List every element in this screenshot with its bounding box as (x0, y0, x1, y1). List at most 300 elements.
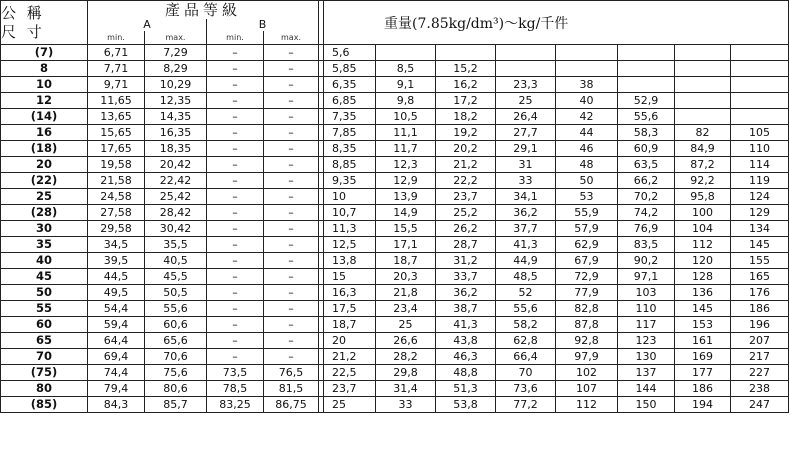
grade-a-max-cell: 40,5 (145, 253, 207, 269)
weight-cell: 21,2 (436, 157, 496, 173)
table-row (1, 157, 789, 173)
weight-cell: 12,3 (376, 157, 436, 173)
weight-cell: 46 (556, 141, 618, 157)
grade-b-min-cell: – (207, 173, 264, 189)
weight-cell (618, 77, 675, 93)
weight-cell: 145 (731, 237, 789, 253)
weight-cell (731, 77, 789, 93)
weight-cell: 31,2 (436, 253, 496, 269)
weight-cell: 95,8 (675, 189, 731, 205)
nominal-size-cell: 35 (1, 237, 88, 253)
nominal-size-cell: (22) (1, 173, 88, 189)
weight-cell: 21,8 (376, 285, 436, 301)
weight-cell: 8,5 (376, 61, 436, 77)
weight-cell (556, 61, 618, 77)
weight-cell: 36,2 (436, 285, 496, 301)
weight-cell: 63,5 (618, 157, 675, 173)
weight-cell: 110 (618, 301, 675, 317)
weight-cell: 7,85 (324, 125, 376, 141)
grade-b-max-cell: – (264, 333, 319, 349)
grade-a-max-cell: 8,29 (145, 61, 207, 77)
table-row (1, 237, 789, 253)
grade-b-min-cell: – (207, 157, 264, 173)
grade-b-max-cell: – (264, 141, 319, 157)
grade-b-min-cell: – (207, 189, 264, 205)
grade-b-min-cell: – (207, 77, 264, 93)
nominal-size-cell: (28) (1, 205, 88, 221)
weight-cell: 11,3 (324, 221, 376, 237)
weight-cell: 18,7 (376, 253, 436, 269)
nominal-size-cell: 80 (1, 381, 88, 397)
weight-cell: 120 (675, 253, 731, 269)
weight-cell: 20,3 (376, 269, 436, 285)
weight-cell: 44,9 (496, 253, 556, 269)
weight-cell: 29,8 (376, 365, 436, 381)
weight-cell: 15 (324, 269, 376, 285)
weight-cell: 87,2 (675, 157, 731, 173)
grade-a-min-cell: 69,4 (88, 349, 145, 365)
grade-a-min-cell: 27,58 (88, 205, 145, 221)
weight-cell: 26,6 (376, 333, 436, 349)
weight-cell: 34,1 (496, 189, 556, 205)
weight-cell: 176 (731, 285, 789, 301)
grade-a-min-cell: 17,65 (88, 141, 145, 157)
weight-cell: 87,8 (556, 317, 618, 333)
weight-cell: 97,9 (556, 349, 618, 365)
weight-header: 重量(7.85kg/dm³)～kg/千件 (324, 1, 789, 45)
grade-a-max-cell: 85,7 (145, 397, 207, 413)
weight-cell: 128 (675, 269, 731, 285)
grade-b-min-cell: – (207, 301, 264, 317)
weight-cell (618, 61, 675, 77)
grade-b-min-cell: – (207, 317, 264, 333)
weight-cell: 18,7 (324, 317, 376, 333)
weight-cell: 18,2 (436, 109, 496, 125)
grade-a-min-cell: 34,5 (88, 237, 145, 253)
weight-cell: 23,7 (436, 189, 496, 205)
weight-cell (376, 45, 436, 61)
weight-cell: 29,1 (496, 141, 556, 157)
table-row (1, 301, 789, 317)
weight-cell: 137 (618, 365, 675, 381)
weight-cell (731, 61, 789, 77)
weight-cell: 60,9 (618, 141, 675, 157)
grade-a-max-cell: 75,6 (145, 365, 207, 381)
weight-cell: 19,2 (436, 125, 496, 141)
weight-cell: 8,35 (324, 141, 376, 157)
weight-cell: 46,3 (436, 349, 496, 365)
weight-cell: 136 (675, 285, 731, 301)
weight-cell: 107 (556, 381, 618, 397)
weight-cell (675, 77, 731, 93)
weight-cell: 62,8 (496, 333, 556, 349)
grade-a-max-label: max. (145, 31, 207, 45)
weight-cell: 38 (556, 77, 618, 93)
weight-cell: 92,2 (675, 173, 731, 189)
weight-cell: 130 (618, 349, 675, 365)
grade-a-max-cell: 60,6 (145, 317, 207, 333)
grade-b-max-cell: – (264, 285, 319, 301)
weight-cell: 67,9 (556, 253, 618, 269)
nominal-size-label-1: 公 稱 (1, 3, 45, 22)
weight-cell: 44 (556, 125, 618, 141)
table-row (1, 221, 789, 237)
weight-cell: 194 (675, 397, 731, 413)
grade-a-max-cell: 22,42 (145, 173, 207, 189)
table-row (1, 141, 789, 157)
weight-cell: 15,2 (436, 61, 496, 77)
weight-cell: 70 (496, 365, 556, 381)
weight-cell: 33 (496, 173, 556, 189)
weight-cell: 12,5 (324, 237, 376, 253)
weight-cell: 82 (675, 125, 731, 141)
weight-cell: 134 (731, 221, 789, 237)
weight-cell: 9,8 (376, 93, 436, 109)
grade-a-min-cell: 13,65 (88, 109, 145, 125)
weight-cell: 114 (731, 157, 789, 173)
grade-a-min-cell: 19,58 (88, 157, 145, 173)
grade-a-max-cell: 45,5 (145, 269, 207, 285)
weight-cell (675, 93, 731, 109)
weight-cell: 57,9 (556, 221, 618, 237)
nominal-size-label-2: 尺 寸 (1, 22, 45, 41)
weight-cell: 105 (731, 125, 789, 141)
weight-cell: 100 (675, 205, 731, 221)
nominal-size-cell: 70 (1, 349, 88, 365)
weight-cell: 7,35 (324, 109, 376, 125)
nominal-size-cell: 10 (1, 77, 88, 93)
weight-cell: 14,9 (376, 205, 436, 221)
weight-cell: 42 (556, 109, 618, 125)
weight-cell: 92,8 (556, 333, 618, 349)
weight-cell: 23,7 (324, 381, 376, 397)
grade-b-min-cell: – (207, 125, 264, 141)
table-row (1, 189, 789, 205)
nominal-size-cell: (75) (1, 365, 88, 381)
grade-b-min-cell: – (207, 285, 264, 301)
weight-cell: 9,35 (324, 173, 376, 189)
weight-cell: 129 (731, 205, 789, 221)
product-grade-header: 產品等級 (88, 1, 319, 20)
grade-b-max-cell: – (264, 109, 319, 125)
weight-cell: 74,2 (618, 205, 675, 221)
grade-b-min-cell: – (207, 269, 264, 285)
weight-cell: 76,9 (618, 221, 675, 237)
grade-b-max-cell: – (264, 61, 319, 77)
weight-cell: 55,6 (496, 301, 556, 317)
weight-cell: 25 (376, 317, 436, 333)
grade-b-max-cell: – (264, 205, 319, 221)
grade-b-max-cell: – (264, 125, 319, 141)
weight-cell: 22,2 (436, 173, 496, 189)
weight-cell: 41,3 (496, 237, 556, 253)
weight-cell: 38,7 (436, 301, 496, 317)
grade-b-min-cell: – (207, 349, 264, 365)
weight-cell (556, 45, 618, 61)
grade-b-max-cell: 81,5 (264, 381, 319, 397)
weight-cell: 145 (675, 301, 731, 317)
weight-cell: 207 (731, 333, 789, 349)
grade-b-min-label: min. (207, 31, 264, 45)
grade-b-min-cell: – (207, 61, 264, 77)
weight-cell: 72,9 (556, 269, 618, 285)
grade-b-min-cell: – (207, 253, 264, 269)
grade-b-max-cell: – (264, 301, 319, 317)
weight-cell: 103 (618, 285, 675, 301)
weight-cell: 5,6 (324, 45, 376, 61)
grade-a-min-cell: 49,5 (88, 285, 145, 301)
weight-cell: 48,8 (436, 365, 496, 381)
grade-b-min-cell: – (207, 141, 264, 157)
weight-cell: 13,9 (376, 189, 436, 205)
weight-cell: 27,7 (496, 125, 556, 141)
grade-b-min-cell: – (207, 221, 264, 237)
grade-b-max-cell: 76,5 (264, 365, 319, 381)
weight-cell: 25 (324, 397, 376, 413)
grade-a-max-cell: 28,42 (145, 205, 207, 221)
nominal-size-header (1, 1, 88, 45)
weight-cell: 40 (556, 93, 618, 109)
grade-a-min-cell: 15,65 (88, 125, 145, 141)
grade-a-min-cell: 39,5 (88, 253, 145, 269)
weight-cell: 10 (324, 189, 376, 205)
weight-cell: 41,3 (436, 317, 496, 333)
grade-b-max-label: max. (264, 31, 319, 45)
weight-cell: 90,2 (618, 253, 675, 269)
grade-a-max-cell: 16,35 (145, 125, 207, 141)
grade-a-max-cell: 50,5 (145, 285, 207, 301)
weight-cell: 50 (556, 173, 618, 189)
grade-b-min-cell: – (207, 109, 264, 125)
nominal-size-cell: 12 (1, 93, 88, 109)
grade-b-label: B (207, 19, 319, 31)
nominal-size-cell: (85) (1, 397, 88, 413)
table-row (1, 93, 789, 109)
grade-a-min-cell: 7,71 (88, 61, 145, 77)
weight-cell: 66,4 (496, 349, 556, 365)
weight-cell: 58,3 (618, 125, 675, 141)
nominal-size-cell: 16 (1, 125, 88, 141)
weight-cell: 123 (618, 333, 675, 349)
grade-b-max-cell: – (264, 93, 319, 109)
grade-b-min-cell: – (207, 205, 264, 221)
weight-cell: 12,9 (376, 173, 436, 189)
nominal-size-cell: 50 (1, 285, 88, 301)
grade-a-min-cell: 29,58 (88, 221, 145, 237)
weight-cell: 238 (731, 381, 789, 397)
weight-cell: 196 (731, 317, 789, 333)
weight-cell (675, 45, 731, 61)
weight-cell: 73,6 (496, 381, 556, 397)
weight-cell: 62,9 (556, 237, 618, 253)
weight-cell: 37,7 (496, 221, 556, 237)
table-header (1, 1, 789, 45)
weight-cell: 150 (618, 397, 675, 413)
weight-cell: 186 (731, 301, 789, 317)
weight-cell: 17,2 (436, 93, 496, 109)
weight-cell: 16,2 (436, 77, 496, 93)
nominal-size-cell: 65 (1, 333, 88, 349)
grade-a-min-label: min. (88, 31, 145, 45)
weight-cell: 153 (675, 317, 731, 333)
weight-cell: 119 (731, 173, 789, 189)
table-row (1, 285, 789, 301)
grade-b-max-cell: – (264, 45, 319, 61)
grade-b-max-cell: – (264, 189, 319, 205)
weight-cell: 110 (731, 141, 789, 157)
nominal-size-cell: (7) (1, 45, 88, 61)
grade-b-max-cell: 86,75 (264, 397, 319, 413)
weight-cell: 82,8 (556, 301, 618, 317)
weight-cell (496, 45, 556, 61)
grade-a-min-cell: 9,71 (88, 77, 145, 93)
weight-cell: 15,5 (376, 221, 436, 237)
weight-cell: 17,1 (376, 237, 436, 253)
weight-cell: 169 (675, 349, 731, 365)
grade-a-min-cell: 6,71 (88, 45, 145, 61)
grade-b-min-cell: – (207, 237, 264, 253)
weight-cell: 11,7 (376, 141, 436, 157)
grade-b-min-cell: 73,5 (207, 365, 264, 381)
weight-cell (675, 61, 731, 77)
grade-a-min-cell: 59,4 (88, 317, 145, 333)
weight-cell: 6,35 (324, 77, 376, 93)
grade-a-min-cell: 11,65 (88, 93, 145, 109)
weight-cell (731, 93, 789, 109)
weight-cell: 21,2 (324, 349, 376, 365)
grade-a-max-cell: 7,29 (145, 45, 207, 61)
weight-cell: 11,1 (376, 125, 436, 141)
grade-a-max-cell: 55,6 (145, 301, 207, 317)
weight-cell (496, 61, 556, 77)
weight-cell: 31 (496, 157, 556, 173)
table-row (1, 109, 789, 125)
weight-cell: 177 (675, 365, 731, 381)
weight-cell: 165 (731, 269, 789, 285)
weight-cell (731, 45, 789, 61)
weight-cell: 10,5 (376, 109, 436, 125)
weight-cell: 52 (496, 285, 556, 301)
weight-cell: 28,2 (376, 349, 436, 365)
grade-a-min-cell: 24,58 (88, 189, 145, 205)
weight-cell: 17,5 (324, 301, 376, 317)
weight-cell: 55,6 (618, 109, 675, 125)
weight-cell: 36,2 (496, 205, 556, 221)
grade-a-max-cell: 65,6 (145, 333, 207, 349)
weight-cell: 186 (675, 381, 731, 397)
grade-a-min-cell: 44,5 (88, 269, 145, 285)
weight-cell: 20 (324, 333, 376, 349)
weight-cell: 53,8 (436, 397, 496, 413)
weight-cell: 16,3 (324, 285, 376, 301)
grade-a-max-cell: 18,35 (145, 141, 207, 157)
grade-a-min-cell: 21,58 (88, 173, 145, 189)
weight-cell: 70,2 (618, 189, 675, 205)
weight-cell: 43,8 (436, 333, 496, 349)
weight-cell: 124 (731, 189, 789, 205)
grade-a-max-cell: 35,5 (145, 237, 207, 253)
weight-cell: 112 (556, 397, 618, 413)
weight-cell: 66,2 (618, 173, 675, 189)
weight-cell: 227 (731, 365, 789, 381)
table-row (1, 365, 789, 381)
table-row (1, 381, 789, 397)
weight-cell: 77,9 (556, 285, 618, 301)
table-row (1, 269, 789, 285)
grade-a-max-cell: 10,29 (145, 77, 207, 93)
grade-b-min-cell: – (207, 45, 264, 61)
table-row (1, 61, 789, 77)
weight-cell: 161 (675, 333, 731, 349)
nominal-size-cell: 45 (1, 269, 88, 285)
weight-cell: 23,4 (376, 301, 436, 317)
weight-cell: 97,1 (618, 269, 675, 285)
grade-a-max-cell: 25,42 (145, 189, 207, 205)
weight-cell: 33,7 (436, 269, 496, 285)
weight-cell: 25,2 (436, 205, 496, 221)
weight-cell: 13,8 (324, 253, 376, 269)
grade-a-min-cell: 84,3 (88, 397, 145, 413)
weight-cell: 6,85 (324, 93, 376, 109)
weight-cell (436, 45, 496, 61)
nominal-size-cell: (18) (1, 141, 88, 157)
weight-cell (731, 109, 789, 125)
weight-cell: 48 (556, 157, 618, 173)
table-row (1, 173, 789, 189)
table-row (1, 397, 789, 413)
weight-cell: 217 (731, 349, 789, 365)
table-row (1, 349, 789, 365)
grade-b-min-cell: – (207, 333, 264, 349)
table-row (1, 333, 789, 349)
table-row (1, 77, 789, 93)
grade-b-max-cell: – (264, 221, 319, 237)
weight-cell: 144 (618, 381, 675, 397)
weight-cell: 33 (376, 397, 436, 413)
weight-cell: 52,9 (618, 93, 675, 109)
grade-a-min-cell: 79,4 (88, 381, 145, 397)
weight-cell: 9,1 (376, 77, 436, 93)
table-row (1, 45, 789, 61)
nominal-size-cell: 55 (1, 301, 88, 317)
grade-a-max-cell: 30,42 (145, 221, 207, 237)
grade-a-max-cell: 14,35 (145, 109, 207, 125)
nominal-size-cell: 20 (1, 157, 88, 173)
grade-b-max-cell: – (264, 349, 319, 365)
weight-cell (675, 109, 731, 125)
grade-a-min-cell: 54,4 (88, 301, 145, 317)
grade-a-max-cell: 12,35 (145, 93, 207, 109)
weight-cell: 28,7 (436, 237, 496, 253)
weight-cell: 247 (731, 397, 789, 413)
weight-cell: 55,9 (556, 205, 618, 221)
weight-cell: 26,2 (436, 221, 496, 237)
weight-cell: 5,85 (324, 61, 376, 77)
weight-cell: 26,4 (496, 109, 556, 125)
grade-a-max-cell: 20,42 (145, 157, 207, 173)
grade-b-max-cell: – (264, 253, 319, 269)
weight-cell: 112 (675, 237, 731, 253)
grade-b-min-cell: 78,5 (207, 381, 264, 397)
weight-cell: 31,4 (376, 381, 436, 397)
grade-a-min-cell: 64,4 (88, 333, 145, 349)
weight-cell: 23,3 (496, 77, 556, 93)
grade-b-max-cell: – (264, 173, 319, 189)
weight-cell: 22,5 (324, 365, 376, 381)
weight-cell: 58,2 (496, 317, 556, 333)
weight-cell (618, 45, 675, 61)
nominal-size-cell: 40 (1, 253, 88, 269)
